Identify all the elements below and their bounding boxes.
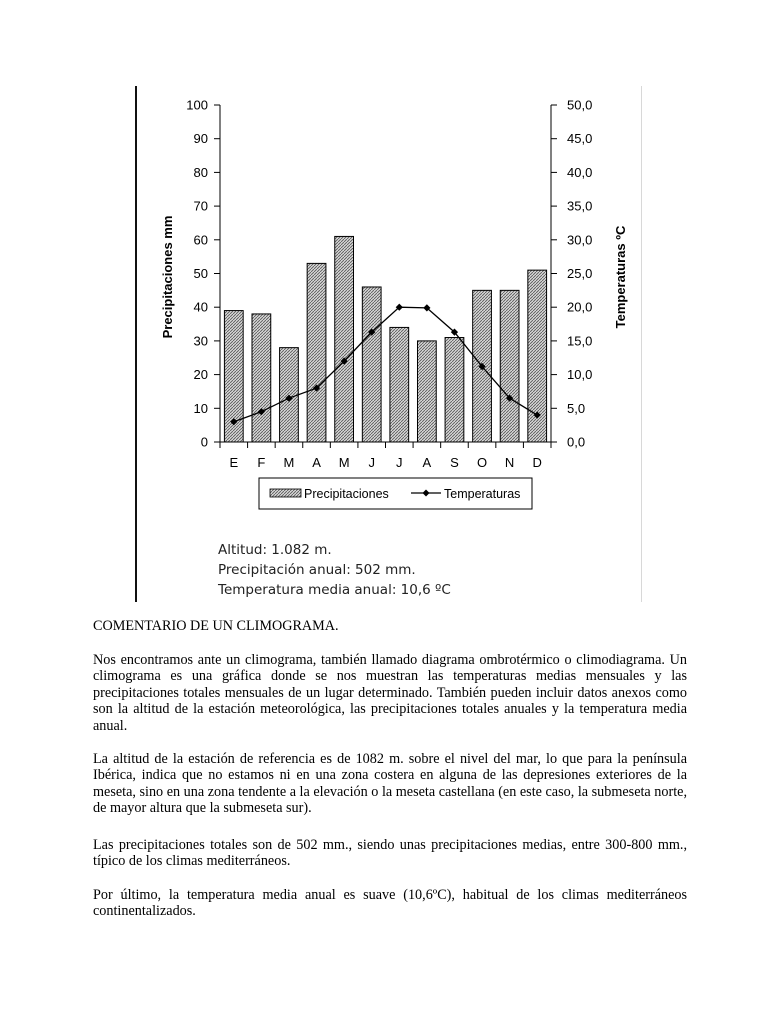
- x-tick-label: M: [283, 455, 295, 470]
- x-tick-label: S: [450, 455, 459, 470]
- legend-precipitation-label: Precipitaciones: [304, 487, 389, 501]
- y-left-tick-label: 20: [193, 367, 208, 383]
- y-right-tick-label: 25,0: [567, 266, 593, 281]
- y-left-tick-label: 40: [193, 299, 208, 315]
- y-left-tick-label: 90: [193, 131, 208, 147]
- climograph-chart: [128, 80, 648, 520]
- y-right-tick-label: 5,0: [567, 400, 586, 416]
- y-left-tick-label: 70: [193, 198, 208, 214]
- x-tick-label: A: [422, 455, 432, 470]
- station-info: [218, 540, 451, 600]
- document-title: COMENTARIO DE UN CLIMOGRAMA.: [93, 618, 339, 634]
- mean-temperature-text: Temperatura media anual: 10,6 ºC: [218, 582, 451, 598]
- legend-temperature-label: Temperaturas: [444, 487, 521, 501]
- y-right-tick-label: 45,0: [567, 131, 593, 147]
- y-axis-left-ticks: [186, 98, 220, 450]
- precipitation-bar: [362, 287, 381, 442]
- paragraph-3: [93, 837, 687, 870]
- x-tick-label: J: [368, 455, 375, 470]
- precipitation-bar: [417, 341, 436, 442]
- y-axis-left-label: Precipitaciones mm: [160, 215, 175, 339]
- legend-bar-swatch: [270, 489, 301, 497]
- y-left-tick-label: 100: [186, 97, 208, 113]
- x-tick-label: A: [312, 455, 321, 470]
- temperature-line: [230, 304, 541, 426]
- chart-legend: [259, 478, 532, 509]
- y-left-tick-label: 30: [193, 333, 208, 349]
- y-right-tick-label: 35,0: [567, 198, 593, 214]
- y-right-tick-label: 50,0: [567, 97, 593, 113]
- y-right-tick-label: 30,0: [567, 232, 593, 248]
- x-tick-label: E: [229, 455, 239, 470]
- y-right-tick-label: 40,0: [567, 164, 593, 180]
- paragraph-2-text: La altitud de la estación de referencia es de 1082 m. sobre el nivel del mar, lo que para la península Ibérica, indica que no estamos ni en una zona costera en alguna de las depresiones exteriores de la meseta, sino en una zona tendente a la elevación o la meseta castellana (en este caso, la submeseta norte, de mayor altura que la submeseta sur).: [93, 751, 687, 817]
- precipitation-bar: [252, 314, 271, 442]
- precipitation-bars: [224, 236, 546, 442]
- x-tick-label: D: [532, 455, 542, 470]
- altitude-text: Altitud: 1.082 m.: [218, 542, 332, 558]
- y-left-tick-label: 0: [200, 434, 208, 450]
- paragraph-1: [93, 652, 687, 734]
- x-tick-label: M: [338, 455, 350, 470]
- x-tick-label: O: [476, 455, 488, 470]
- paragraph-1-text: Nos encontramos ante un climograma, también llamado diagrama ombrotérmico o climodiagrama. Un climograma es una gráfica donde se nos muestran las temperaturas medias mensuales y las precipitaciones totales mensuales de un lugar determinado. También pueden incluir datos anexos como son la altitud de la estación meteorológica, las precipitaciones totales anuales y la temperatura media anual.: [93, 652, 687, 734]
- y-axis-right-ticks: [551, 98, 592, 450]
- x-axis-ticks: [220, 442, 551, 470]
- y-right-tick-label: 0,0: [567, 434, 586, 450]
- precipitation-bar: [445, 338, 464, 442]
- x-tick-label: F: [257, 455, 266, 470]
- x-tick-label: N: [504, 455, 515, 470]
- x-tick-label: J: [396, 455, 403, 470]
- y-left-tick-label: 60: [193, 232, 208, 248]
- paragraph-4: [93, 887, 687, 920]
- paragraph-2: [93, 751, 687, 817]
- precipitation-bar: [500, 290, 519, 442]
- precipitation-bar: [390, 327, 409, 442]
- precipitation-bar: [307, 263, 326, 442]
- y-left-tick-label: 50: [193, 266, 208, 281]
- annual-precipitation-text: Precipitación anual: 502 mm.: [218, 562, 416, 578]
- climograph-figure: [128, 80, 648, 606]
- y-right-tick-label: 10,0: [567, 367, 593, 383]
- y-right-tick-label: 15,0: [567, 333, 593, 349]
- y-left-tick-label: 80: [193, 164, 208, 180]
- y-right-tick-label: 20,0: [567, 299, 593, 315]
- y-left-tick-label: 10: [193, 400, 208, 416]
- paragraph-3-text: Las precipitaciones totales son de 502 mm., siendo unas precipitaciones medias, entre 300-800 mm., típico de los climas mediterráneos.: [93, 837, 687, 870]
- y-axis-right-label: Temperaturas ºC: [613, 225, 628, 329]
- paragraph-4-text: Por último, la temperatura media anual es suave (10,6ºC), habitual de los climas mediterráneos continentalizados.: [93, 887, 687, 920]
- precipitation-bar: [335, 236, 354, 442]
